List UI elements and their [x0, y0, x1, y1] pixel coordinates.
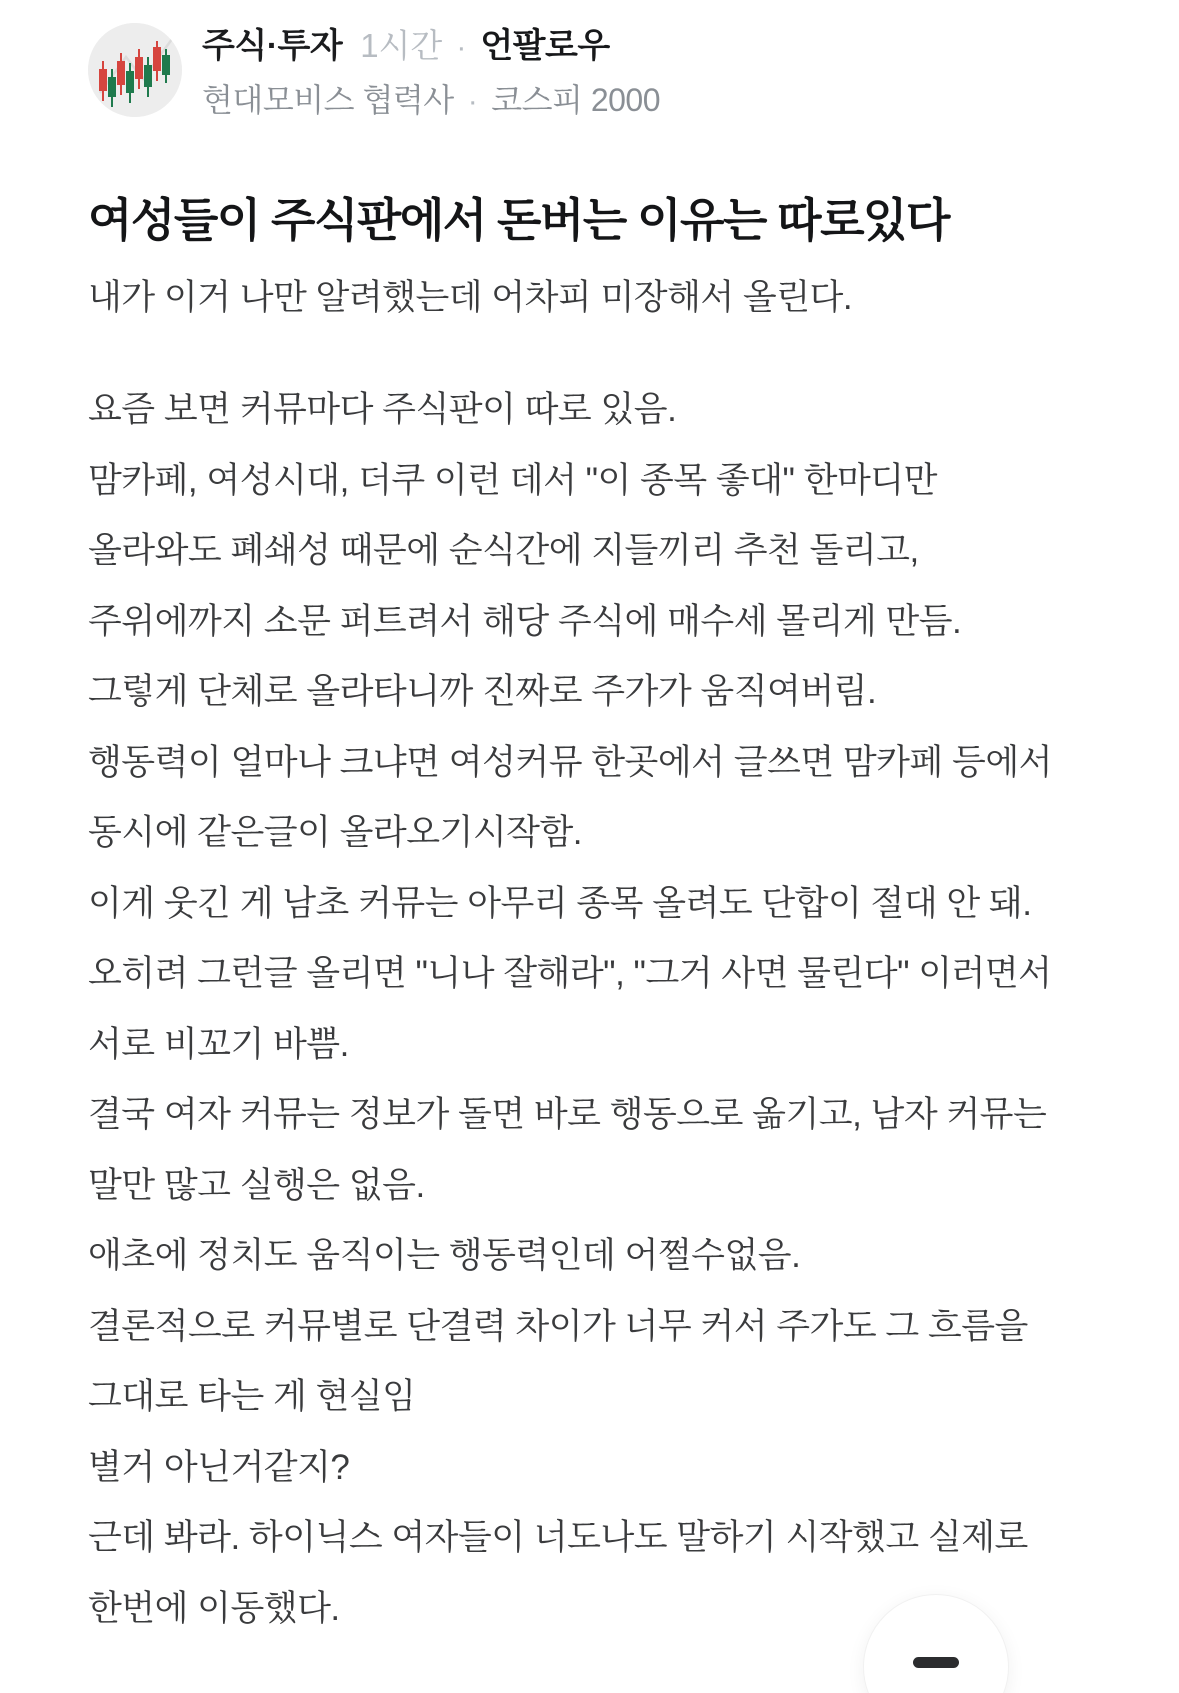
- post-body-line: 애초에 정치도 움직이는 행동력인데 어쩔수없음.: [88, 1236, 801, 1275]
- post-body-line: 결국 여자 커뮤는 정보가 돌면 바로 행동으로 옮기고, 남자 커뮤는: [88, 1095, 1047, 1134]
- author-topic: 코스피 2000: [491, 82, 661, 118]
- post-body-line: 근데 봐라. 하이닉스 여자들이 너도나도 말하기 시작했고 실제로: [88, 1518, 1028, 1557]
- avatar[interactable]: [88, 23, 182, 117]
- header-row-2: [202, 75, 660, 121]
- header-row-1: [202, 18, 660, 67]
- post-body-line: 그대로 타는 게 현실임: [88, 1377, 416, 1416]
- post-body-line: 이게 웃긴 게 남초 커뮤는 아무리 종목 올려도 단합이 절대 안 돼.: [88, 883, 1032, 923]
- post-body-line: 서로 비꼬기 바쁨.: [88, 1024, 349, 1064]
- post-body-line: 요즘 보면 커뮤마다 주식판이 따로 있음.: [88, 390, 677, 429]
- post-body-line: 오히려 그런글 올리면 "니나 잘해라", "그거 사면 물린다" 이러면서: [88, 954, 1052, 993]
- author-company: 현대모비스 협력사: [202, 82, 454, 118]
- post-header: [88, 18, 1099, 121]
- post-body-line: 말만 많고 실행은 없음.: [88, 1165, 425, 1205]
- post-body-line: 별거 아닌거같지?: [88, 1447, 350, 1487]
- post-body-line: 결론적으로 커뮤별로 단결력 차이가 너무 커서 주가도 그 흐름을: [88, 1306, 1028, 1346]
- post-body-line: 그렇게 단체로 올라타니까 진짜로 주가가 움직여버림.: [88, 672, 877, 711]
- candlestick-chart-icon: [88, 23, 182, 117]
- post-body-line: 올라와도 폐쇄성 때문에 순식간에 지들끼리 추천 돌리고,: [88, 531, 919, 570]
- post-body-line: 한번에 이동했다.: [88, 1588, 340, 1628]
- post-body-line: 행동력이 얼마나 크냐면 여성커뮤 한곳에서 글쓰면 맘카페 등에서: [88, 742, 1052, 782]
- post-body-line: 주위에까지 소문 퍼트려서 해당 주식에 매수세 몰리게 만듬.: [88, 601, 962, 641]
- meta-dot: ·: [467, 85, 478, 118]
- post-time: 1시간: [360, 27, 443, 64]
- post-body: [88, 375, 1099, 1644]
- header-text: [202, 18, 660, 121]
- minus-icon: [913, 1657, 959, 1668]
- post-title: 여성들이 주식판에서 돈버는 이유는 따로있다: [88, 194, 949, 246]
- unfollow-button[interactable]: 언팔로우: [480, 27, 610, 65]
- post-intro: 내가 이거 나만 알려했는데 어차피 미장해서 올린다.: [88, 278, 853, 317]
- post-body-line: 맘카페, 여성시대, 더쿠 이런 데서 "이 종목 좋대" 한마디만: [88, 460, 937, 500]
- meta-dot: ·: [456, 31, 467, 64]
- post-body-line: 동시에 같은글이 올라오기시작함.: [88, 813, 583, 852]
- author-name[interactable]: 주식·투자: [202, 27, 343, 65]
